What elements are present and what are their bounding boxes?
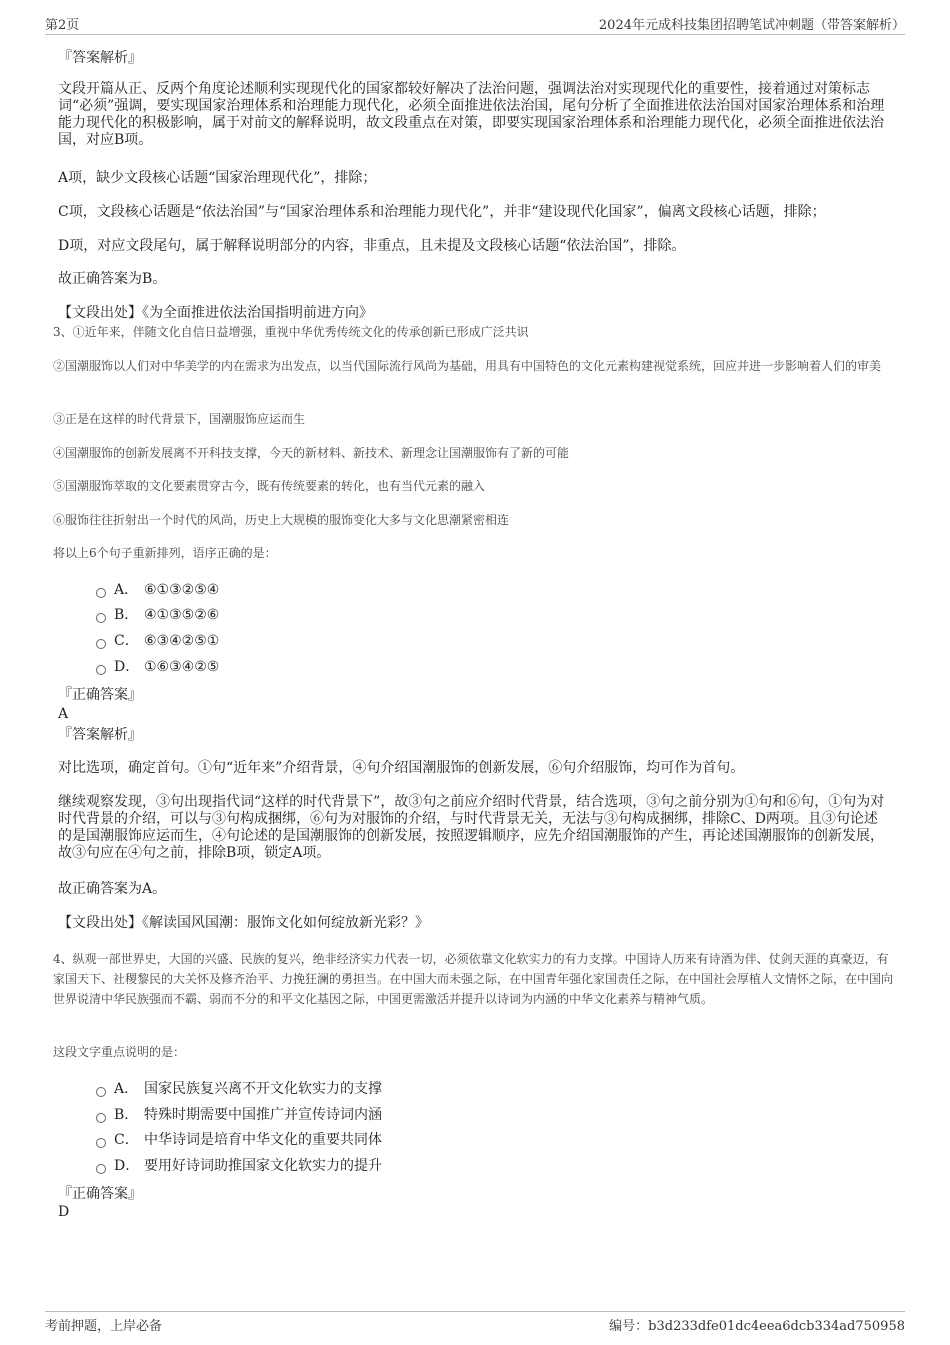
q3-stem-1: 3、①近年来，伴随文化自信日益增强，重视中华优秀传统文化的传承创新已形成广泛共识 [53,325,529,339]
q4-option-d[interactable]: D． 要用好诗词助推国家文化软实力的提升 [96,1157,382,1175]
q4-stem: 4、纵观一部世界史，大国的兴盛、民族的复兴，绝非经济实力代表一切，必须依靠文化软实力的有力支撑。中国诗人历来有诗酒为伴、仗剑天涯的真豪迈，有家国天下、社稷黎民的大关怀及修齐治平、力挽狂澜的勇担当。在中国大而未强之际，在中国青年强化家国责任之际，在中国社会厚植人文情怀之际，在中国向世界说清中华民族强而不霸、弱而不分的和平文化基因之际，中国更需激活并提升以诗词为内涵的中华文化素养与精神气质。 [53,952,894,1006]
q4-option-a[interactable]: A． 国家民族复兴离不开文化软实力的支撑 [96,1080,382,1098]
radio-icon[interactable] [96,1164,106,1174]
q3-answer: A [58,706,69,722]
q4-answer-label: 『正确答案』 [58,1186,142,1202]
radio-icon[interactable] [96,1087,106,1097]
radio-icon[interactable] [96,613,106,623]
q3-stem-2: ②国潮服饰以人们对中华美学的内在需求为出发点，以当代国际流行风尚为基础，用具有中国特色的文化元素构建视觉系统，回应并进一步影响着人们的审美 [53,359,882,373]
q3-stem-5: ⑤国潮服饰萃取的文化要素贯穿古今，既有传统要素的转化，也有当代元素的融入 [53,479,486,493]
q2-analysis-option-d: D项，对应文段尾句，属于解释说明部分的内容，非重点，且未提及文段核心话题“依法治国”，排除。 [58,238,686,254]
q2-conclusion: 故正确答案为B。 [58,271,167,287]
q3-stem-6: ⑥服饰往往折射出一个时代的风尚，历史上大规模的服饰变化大多与文化思潮紧密相连 [53,513,510,527]
q3-option-d[interactable]: D． ①⑥③④②⑤ [96,658,219,676]
q3-source: 【文段出处】《解读国风国潮：服饰文化如何绽放新光彩？》 [58,915,429,931]
q3-answer-label: 『正确答案』 [58,687,142,703]
q2-analysis-option-c: C项，文段核心话题是“依法治国”与“国家治理体系和治理能力现代化”，并非“建设现代化国家”，偏离文段核心话题，排除； [58,204,826,220]
radio-icon[interactable] [96,1138,106,1148]
q3-option-c[interactable]: C． ⑥③④②⑤① [96,632,219,650]
page-number: 第2页 [45,18,80,33]
footer-slogan: 考前押题，上岸必备 [45,1319,163,1334]
footer-serial: 编号：b3d233dfe01dc4eea6dcb334ad750958 [609,1319,905,1334]
q3-analysis-paragraph-2: 继续观察发现，③句出现指代词“这样的时代背景下”，故③句之前应介绍时代背景，结合选项，③句之前分别为①句和⑥句，①句为对时代背景的介绍，可以与③句构成捆绑，⑥句为对服饰的介绍，与时代背景无关，无法与③句构成捆绑，排除C、D两项。且③句论述的是国潮服饰应运而生，④句论述的是国潮服饰的创新发展，按照逻辑顺序，应先介绍国潮服饰的产生，再论述国潮服饰的创新发展，故③句应在④句之前，排除B项，锁定A项。 [58,794,885,861]
q3-stem-4: ④国潮服饰的创新发展离不开科技支撑，今天的新材料、新技术、新理念让国潮服饰有了新的可能 [53,446,570,460]
radio-icon[interactable] [96,639,106,649]
q4-prompt: 这段文字重点说明的是： [53,1045,186,1059]
q3-stem-3: ③正是在这样的时代背景下，国潮服饰应运而生 [53,412,306,426]
radio-icon[interactable] [96,588,106,598]
q3-analysis-paragraph-1: 对比选项，确定首句。①句“近年来”介绍背景，④句介绍国潮服饰的创新发展，⑥句介绍服饰，均可作为首句。 [58,760,745,776]
q2-analysis-label: 『答案解析』 [58,50,142,66]
q2-analysis-option-a: A项，缺少文段核心话题“国家治理现代化”，排除； [58,170,377,186]
radio-icon[interactable] [96,1113,106,1123]
q3-analysis-label: 『答案解析』 [58,727,142,743]
radio-icon[interactable] [96,665,106,675]
q4-option-b[interactable]: B． 特殊时期需要中国推广并宣传诗词内涵 [96,1106,382,1124]
q4-answer: D [58,1204,70,1220]
page-header [45,14,905,35]
page-footer [45,1311,905,1335]
q2-source: 【文段出处】《为全面推进依法治国指明前进方向》 [58,305,373,321]
q3-option-b[interactable]: B． ④①③⑤②⑥ [96,606,219,624]
q3-option-a[interactable]: A． ⑥①③②⑤④ [96,581,219,599]
document-title: 2024年元成科技集团招聘笔试冲刺题（带答案解析） [598,18,905,33]
q2-analysis-paragraph: 文段开篇从正、反两个角度论述顺利实现现代化的国家都较好解决了法治问题，强调法治对实现现代化的重要性，接着通过对策标志词“必须”强调，要实现国家治理体系和治理能力现代化，必须全面推进依法治国，尾句分析了全面推进依法治国对国家治理体系和治理能力现代化的积极影响，属于对前文的解释说明，故文段重点在对策，即要实现国家治理体系和治理能力现代化，必须全面推进依法治国，对应B项。 [58,81,885,148]
q3-conclusion: 故正确答案为A。 [58,881,167,897]
q3-prompt: 将以上6个句子重新排列，语序正确的是： [53,546,277,560]
q4-option-c[interactable]: C． 中华诗词是培育中华文化的重要共同体 [96,1131,382,1149]
